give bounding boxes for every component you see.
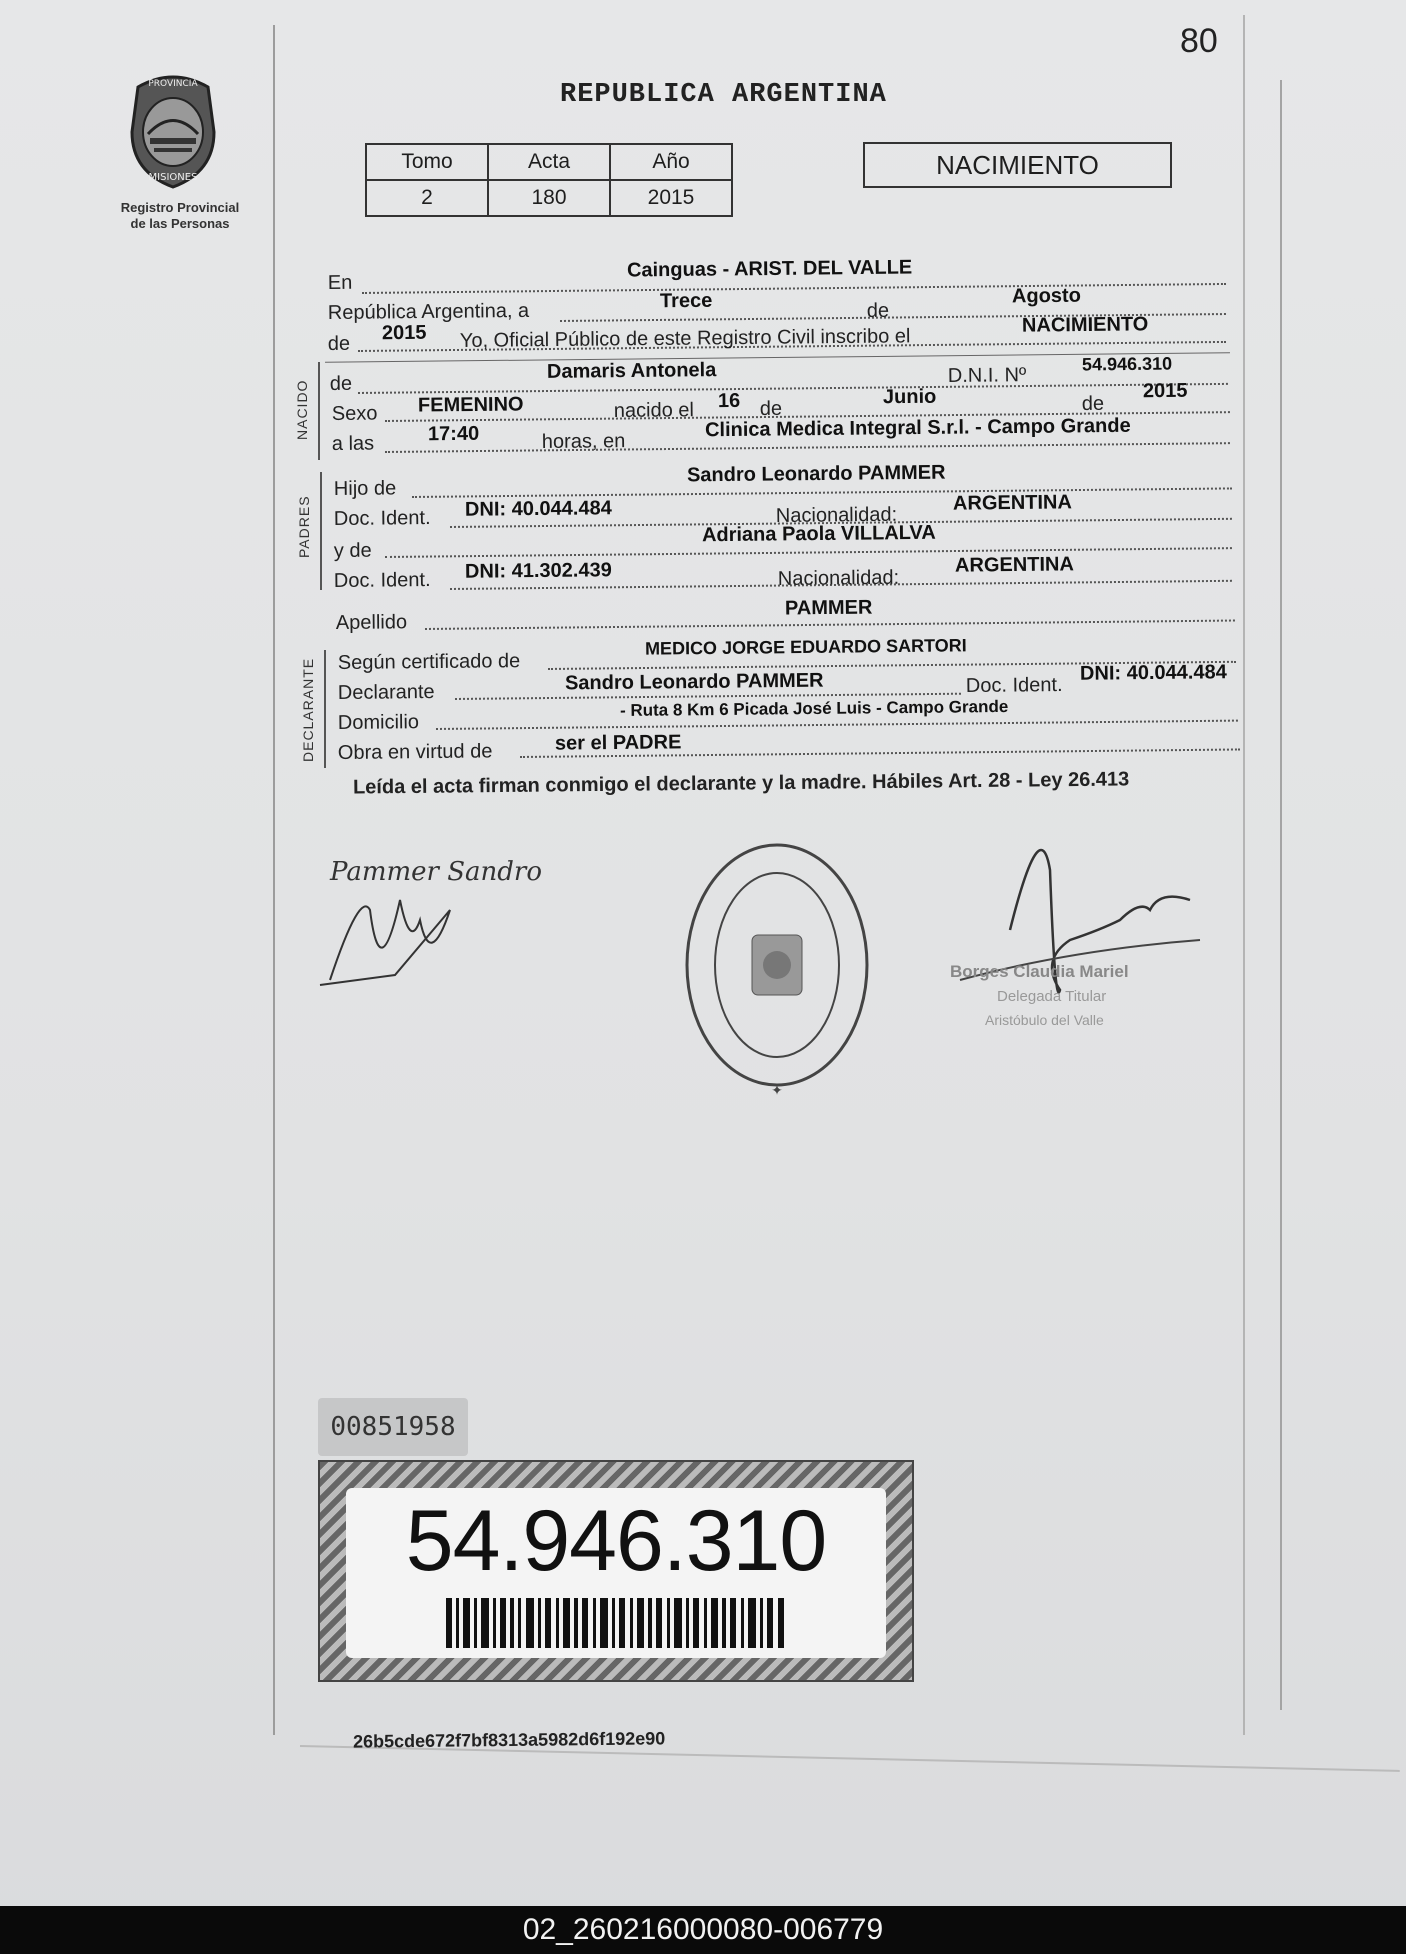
madre-nac-label: Nacionalidad: (777, 566, 900, 591)
padre-nac-label: Nacionalidad: (775, 503, 898, 528)
oficial-text: Yo, Oficial Público de este Registro Civil inscribo el (459, 325, 911, 353)
domicilio-value: - Ruta 8 Km 6 Picada José Luis - Campo Grande (619, 696, 1009, 721)
declarante-bar (324, 650, 326, 768)
officer-place: Aristóbulo del Valle (985, 1012, 1104, 1028)
declarante-name-label: Declarante (337, 680, 435, 705)
sexo-label: Sexo (331, 402, 378, 426)
madre-doc-label: Doc. Ident. (333, 568, 431, 593)
dotted-line (436, 720, 1238, 730)
anio-nac-value: 2015 (1142, 379, 1188, 403)
dni-label: D.N.I. Nº (947, 364, 1027, 388)
dotted-line (385, 442, 1230, 453)
dotted-line (362, 283, 1226, 294)
svg-text:✦: ✦ (771, 1083, 783, 1099)
sexo-value: FEMENINO (417, 393, 524, 417)
anio-value: 2015 (610, 180, 732, 216)
apellido-value: PAMMER (784, 596, 873, 620)
madre-nac-value: ARGENTINA (954, 553, 1074, 577)
certificado-label: Según certificado de (337, 650, 521, 675)
certificado-value: MEDICO JORGE EDUARDO SARTORI (644, 635, 967, 659)
serial-number: 00851958 (318, 1398, 468, 1456)
madre-value: Adriana Paola VILLALVA (701, 521, 936, 547)
dotted-line (412, 487, 1232, 498)
signature-left-icon (300, 850, 600, 1000)
officer-role: Delegada Titular (997, 988, 1107, 1005)
nacido-bar (318, 362, 320, 460)
footer-id: 02_260216000080-006779 (0, 1906, 1406, 1954)
padre-value: Sandro Leonardo PAMMER (686, 461, 946, 487)
officer-name: Borges Claudia Mariel (950, 962, 1129, 981)
padre-doc-value: DNI: 40.044.484 (464, 497, 612, 521)
anio-header: Año (610, 144, 732, 180)
svg-text:MISIONES: MISIONES (148, 172, 198, 183)
en-label: En (327, 271, 353, 295)
mes-nac-value: Junio (882, 385, 937, 409)
dotted-line (385, 547, 1232, 558)
padres-bar (320, 472, 322, 590)
obra-label: Obra en virtud de (337, 740, 493, 765)
dni-value: 54.946.310 (1081, 353, 1173, 375)
hijo-label: Hijo de (333, 477, 397, 501)
de-label-3: de (1081, 392, 1105, 416)
page-number: 80 (1180, 22, 1218, 60)
dni-label-inner (346, 1488, 886, 1658)
acta-value: 180 (488, 180, 610, 216)
barcode-icon (446, 1598, 786, 1648)
document-hash: 26b5cde672f7bf8313a5982d6f192e90 (352, 1728, 666, 1752)
closing-text: Leída el acta firman conmigo el declarante y la madre. Hábiles Art. 28 - Ley 26.413 (352, 768, 1130, 799)
svg-text:PROVINCIA: PROVINCIA (148, 79, 198, 89)
alas-label: a las (331, 432, 375, 456)
nacido-label: NACIDO (294, 379, 310, 440)
doc-type-box: NACIMIENTO (863, 142, 1172, 188)
yde-label: y de (333, 539, 372, 563)
de-label-2: de (759, 397, 783, 421)
dia-nac-value: 16 (717, 389, 741, 413)
label-dni-number: 54.946.310 (405, 1493, 827, 1589)
misiones-seal-icon (118, 72, 228, 192)
domicilio-label: Domicilio (337, 711, 420, 735)
tipo-value: NACIMIENTO (1021, 313, 1149, 337)
republica-label: República Argentina, a (327, 299, 530, 325)
dia-value: Trece (659, 289, 713, 313)
document-title: REPUBLICA ARGENTINA (560, 80, 887, 110)
de-label: de (866, 299, 890, 323)
dotted-line (425, 620, 1235, 630)
signature-left-text: Pammer Sandro (330, 857, 542, 887)
padre-doc-label: Doc. Ident. (333, 506, 431, 531)
obra-value: ser el PADRE (554, 731, 682, 755)
horas-label: horas, en (541, 430, 626, 454)
nacido-el-label: nacido el (613, 399, 695, 423)
nacido-de-label: de (329, 372, 353, 396)
nombre-value: Damaris Antonela (546, 359, 717, 383)
sheet-edge-back (1280, 80, 1282, 1710)
official-stamp-icon (680, 840, 875, 1100)
sheet-edge-right (1243, 15, 1245, 1735)
acta-table (365, 143, 733, 217)
left-margin-line (273, 25, 275, 1735)
de2-label: de (327, 332, 351, 356)
mes-value: Agosto (1011, 284, 1081, 308)
lugar-nac-value: Clinica Medica Integral S.r.l. - Campo Grande (704, 414, 1131, 442)
tomo-header: Tomo (366, 144, 488, 180)
anio-intro-value: 2015 (381, 321, 427, 345)
registry-name: Registro Provincial de las Personas (120, 200, 240, 231)
declarante-value: Sandro Leonardo PAMMER (564, 669, 824, 695)
declarante-doc-label: Doc. Ident. (965, 673, 1063, 698)
dni-label-strip (318, 1460, 914, 1682)
declarante-doc-value: DNI: 40.044.484 (1079, 661, 1227, 685)
tomo-value: 2 (366, 180, 488, 216)
declarante-label: DECLARANTE (300, 657, 316, 762)
madre-doc-value: DNI: 41.302.439 (464, 559, 612, 583)
padre-nac-value: ARGENTINA (952, 491, 1072, 515)
acta-header: Acta (488, 144, 610, 180)
padres-label: PADRES (296, 495, 312, 558)
hora-value: 17:40 (427, 422, 480, 446)
lugar-value: Cainguas - ARIST. DEL VALLE (626, 256, 913, 282)
apellido-label: Apellido (335, 611, 408, 635)
